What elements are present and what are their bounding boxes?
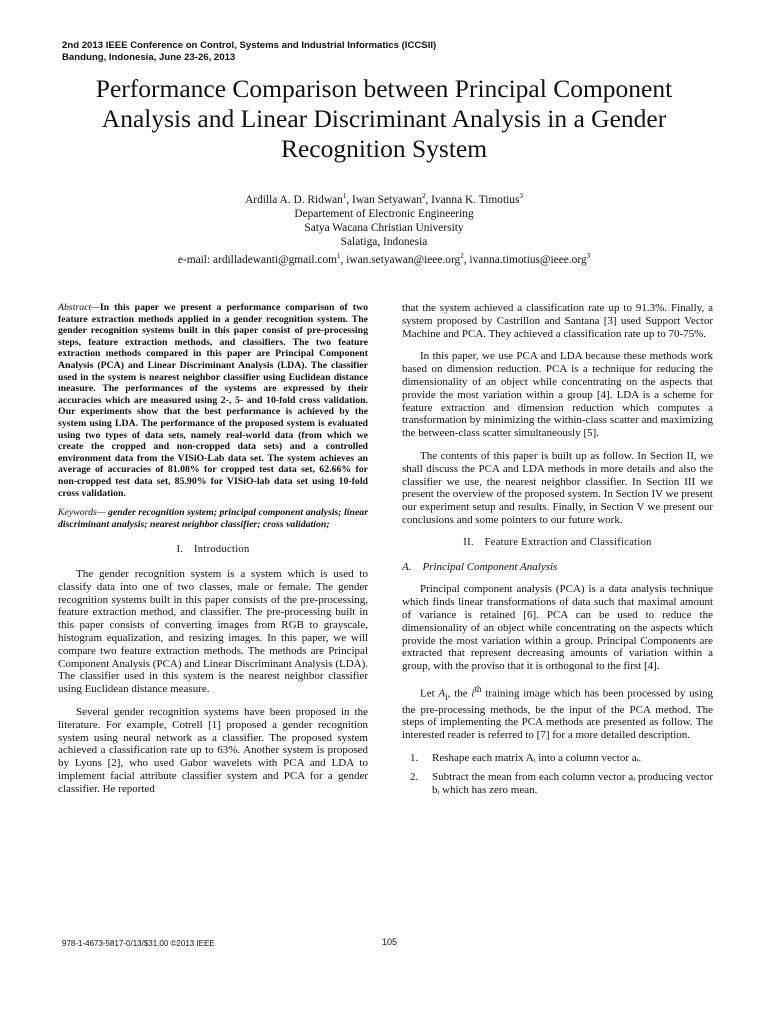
list-item-text: Subtract the mean from each column vector aᵢ producing vector bᵢ which has zero mean. — [432, 770, 713, 796]
abstract — [58, 302, 368, 499]
author-1: Ardilla A. D. Ridwan — [245, 193, 343, 206]
author-separator: , — [425, 193, 432, 206]
intro-paragraph-1: The gender recognition system is a system which is used to classify data into one of two classes, male or female. The gender recognition systems built in this paper consists of the pre-processing, feature extraction method, and classifier. The pre-processing built in this paper consists of converting images from RGB to grayscale, histogram equalization, and resizing images. In this paper, we will compare two feature extraction methods. The methods are Principal Component Analysis (PCA) and Linear Discriminant Analysis (LDA). The classifier used in this system is the nearest neighbor classifier using Euclidean distance measure. — [58, 568, 368, 696]
author-separator: , — [346, 193, 353, 206]
list-item — [410, 752, 713, 765]
pca-paragraph-1: Principal component analysis (PCA) is a data analysis technique which finds linear transformations of data such that maximal amount of variance is retained [6]. PCA can be used to reduce the dimensionality of an object while concentrating on the aspects which provide the most variation within a group. Principal Components are extracted that represent decreasing amounts of variation within a group, with the proviso that it is orthogonal to the first [4]. — [402, 583, 713, 673]
keywords-lead: Keywords— — [58, 507, 109, 519]
email-1-marker: 1 — [337, 251, 341, 260]
section-heading-feature-extraction: II. Feature Extraction and Classification — [463, 536, 652, 548]
affiliation-city: Salatiga, Indonesia — [340, 235, 428, 248]
author-block — [60, 189, 708, 267]
email-2-marker: 2 — [460, 251, 464, 260]
intro-paragraph-4: In this paper, we use PCA and LDA because these methods work based on dimension reduction. PCA is a technique for reducing the dimensionality of an object while concentrating on the aspects that provide the most variation within a group [4]. LDA is a scheme for feature extraction and dimension reduction which computes a transformation by minimizing the within-class scatter and maximizing the between-class scatter simultaneously [5]. — [402, 350, 713, 440]
list-item-number: 1. — [410, 751, 419, 764]
email-3: , ivanna.timotius@ieee.org — [463, 253, 587, 266]
intro-paragraph-2: Several gender recognition systems have been proposed in the literature. For example, Cotrell [1] proposed a gender recognition system using neural network as a classifier. The proposed system achieved a classification rate up to 63%. Another system is proposed by Lyons [2], who used Gabor wavelets with PCA and LDA to implement facial attribute classifier system and PCA for a gender classifier. He reported — [58, 706, 368, 795]
intro-paragraph-5: The contents of this paper is built up as follow. In Section II, we shall discuss the PCA and LDA methods in more details and also the classifier we use, the nearest neighbor classifier. In Section III we present the overview of the proposed system. In Section IV we present our experiment setup and results. Finally, in Section V we present our conclusions and some pointers to our future work. — [402, 449, 713, 526]
email-2: , iwan.setyawan@ieee.org — [340, 253, 461, 266]
left-column — [58, 302, 368, 806]
pca-p2-text-b: , the — [447, 687, 472, 700]
pca-p2-superscript: th — [474, 683, 482, 694]
page-number: 105 — [382, 937, 398, 947]
keywords-text: gender recognition system; principal component analysis; linear discriminant analysis; nearest neighbor classifier; cross validation; — [58, 507, 369, 530]
email-1: e-mail: ardilladewanti@gmail.com — [177, 253, 338, 266]
abstract-text: In this paper we present a performance comparison of two feature extraction methods applied in a gender recognition system. The gender recognition systems built in this paper consist of pre-processing steps, feature extraction methods, and classifiers. The two feature extraction methods compared in this paper are Principal Component Analysis (PCA) and Linear Discriminant Analysis (LDA). The classifier used in the system is nearest neighbor classifier using Euclidean distance measure. The performances of the systems are expressed by their accuracies which are measured using 2-, 5- and 10-fold cross validation. Our experiments show that the best performance is achieved by the system using LDA. The performance of the proposed system is evaluated using two types of data sets, namely real-world data (from which we create the cropped and non-cropped data sets) and a controlled environment data from the VISiO-Lab data set. The system achieves an average of accuracies of 81.08% for cropped test data set, 62.66% for non-cropped test data set, 85.90% for VISiO-lab data set using 10-fold cross validation. — [58, 302, 368, 499]
footer-isbn: 978-1-4673-5817-0/13/$31.00 ©2013 IEEE — [62, 939, 215, 948]
author-3-marker: 3 — [519, 192, 523, 200]
affiliation-university: Satya Wacana Christian University — [304, 221, 464, 234]
keywords — [58, 507, 368, 530]
abstract-lead: Abstract— — [58, 302, 100, 313]
author-2: Iwan Setyawan — [352, 193, 422, 206]
pca-p2-text-c: training image which has been processed by using the pre-processing methods, be the input of the PCA method. The steps of implementing the PCA methods are presented as follow. The interested reader is referred to [7] for a more detailed description. — [402, 687, 713, 742]
author-emails — [60, 249, 708, 267]
list-item-text: Reshape each matrix Aᵢ into a column vector aᵢ. — [432, 751, 642, 764]
subsection-heading-pca: A. Principal Component Analysis — [402, 560, 558, 573]
right-column — [402, 302, 713, 802]
affiliation-department: Departement of Electronic Engineering — [294, 207, 474, 220]
list-item — [410, 771, 713, 797]
author-2-marker: 2 — [421, 192, 426, 200]
section-heading-introduction: I. Introduction — [176, 544, 250, 556]
email-3-marker: 3 — [586, 251, 591, 260]
author-names — [60, 189, 708, 207]
author-3: Ivanna K. Timotius — [431, 193, 520, 206]
pca-paragraph-2: Let $A_i$, the $i^{th}$ training image which has been processed by using the pre-processing methods, be the input of the PCA method. The steps of implementing the PCA methods are presented as follow. The interested reader is referred to [7] for a more detailed description. — [402, 683, 713, 742]
list-item-number: 2. — [410, 770, 419, 783]
pca-p2-variable: A — [438, 687, 446, 700]
pca-p2-subscript: i — [445, 691, 448, 702]
conference-name: 2nd 2013 IEEE Conference on Control, Systems and Industrial Informatics (ICCSII) — [62, 40, 437, 51]
paper-title: Performance Comparison between Principal Component Analysis and Linear Discriminant Analysis in a Gender Recognition System — [95, 74, 673, 163]
intro-paragraph-3: that the system achieved a classification rate up to 91.3%. Finally, a system proposed by Castrillon and Santana [3] used Support Vector Machine and PCA. They achieved a classification rate up to 70-75%. — [402, 302, 713, 340]
conference-header — [62, 40, 702, 64]
pca-p2-text-a: Let — [420, 687, 439, 700]
author-1-marker: 1 — [342, 192, 347, 200]
conference-location: Bandung, Indonesia, June 23-26, 2013 — [62, 52, 236, 63]
